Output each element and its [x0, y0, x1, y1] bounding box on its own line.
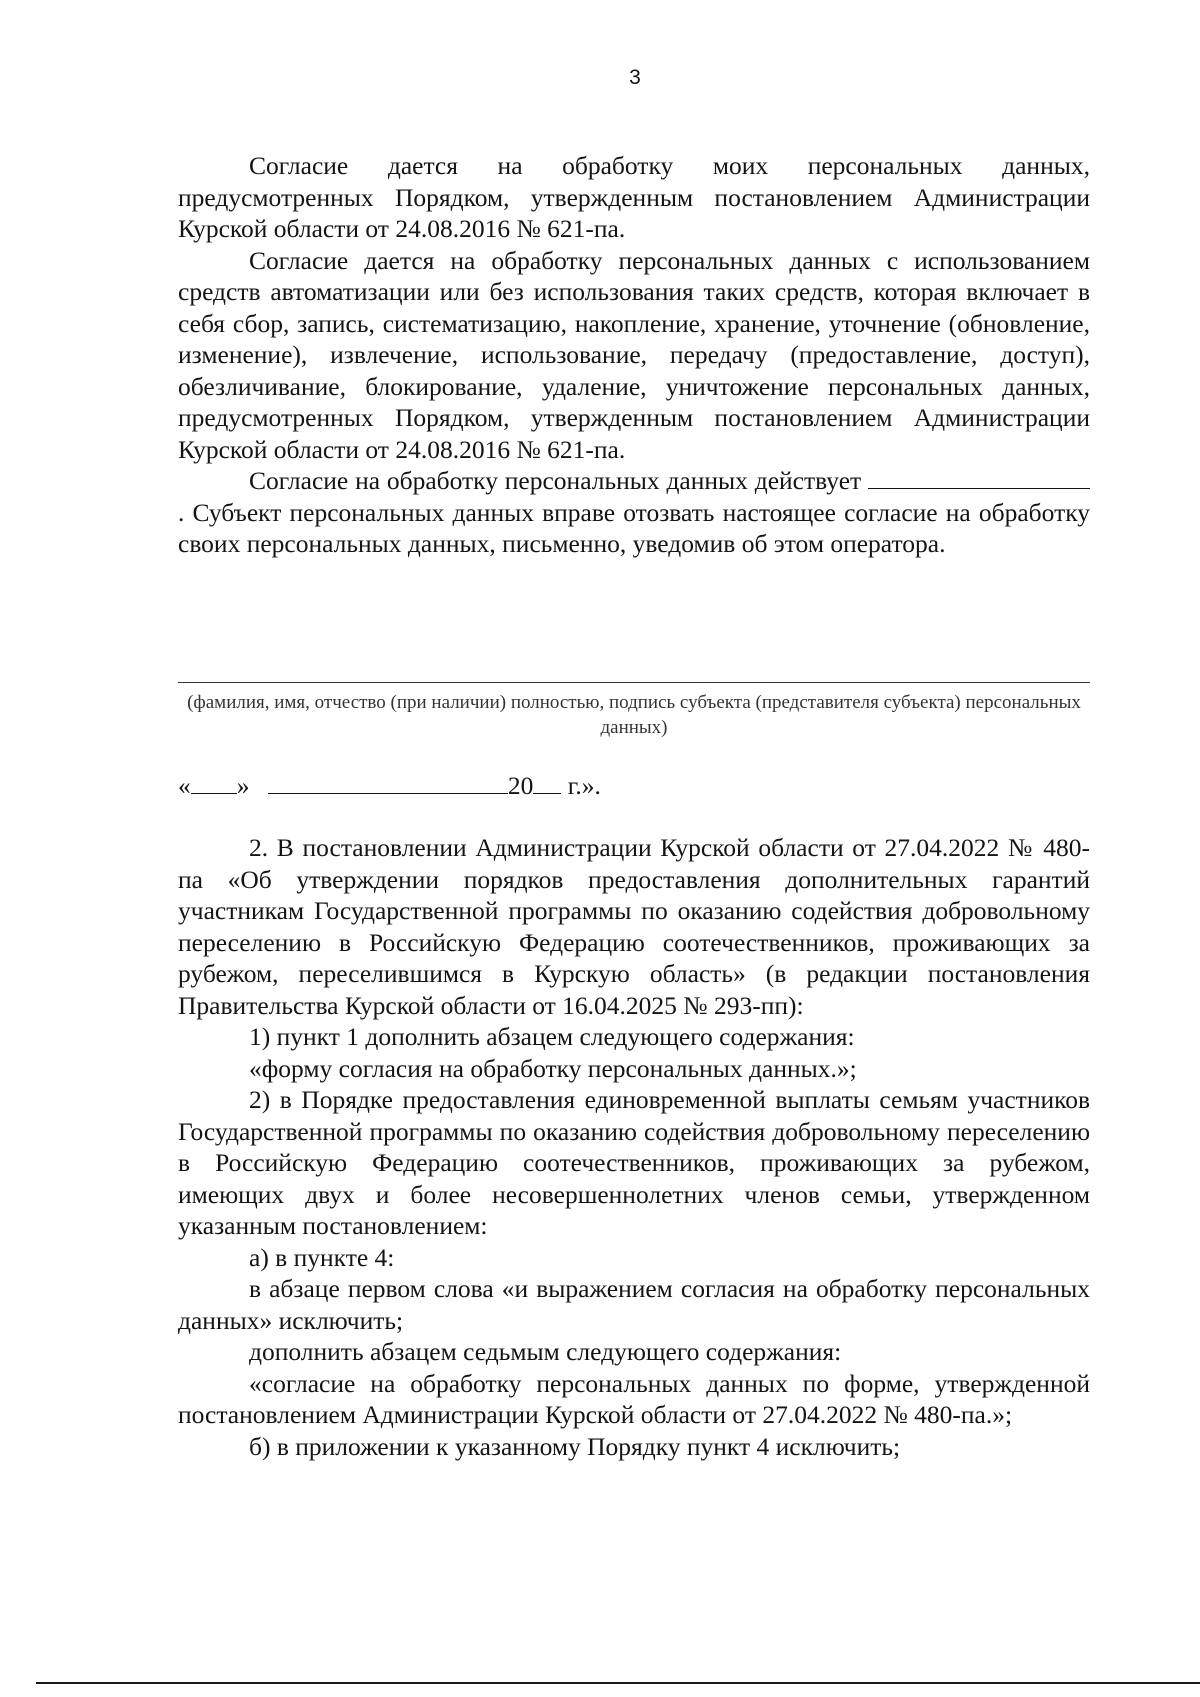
paragraph: 2) в Порядке предоставления единовременной выплаты семьям участников Государственной программы по оказанию содействия добровольному переселению в Российскую Федерацию соотечественников, проживающих за рубежом, имеющих двух и более несовершеннолетних членов семьи, утвержденном указанным постановлением: — [178, 1085, 1090, 1240]
date-close-quote: » — [236, 771, 250, 800]
day-blank — [191, 771, 237, 794]
paragraph: в абзаце первом слова «и выражением согласия на обработку персональных данных» исключить; — [178, 1274, 1090, 1335]
amendments-text-block — [178, 832, 1090, 1462]
year-prefix: 20 — [507, 771, 534, 800]
validity-period-blank — [868, 466, 1090, 489]
signature-line — [178, 682, 1090, 683]
paragraph: «согласие на обработку персональных данных по форме, утвержденной постановлением Администрации Курской области от 27.04.2022 № 480-па.»; — [178, 1368, 1090, 1429]
paragraph: дополнить абзацем седьмым следующего содержания: — [249, 1337, 842, 1366]
consent-text-block — [178, 150, 1090, 560]
paragraph: «форму согласия на обработку персональных данных.»; — [249, 1053, 857, 1083]
paragraph: Согласие дается на обработку персональных данных с использованием средств автоматизации или без использования таких средств, которая включает в себя сбор, запись, систематизацию, накопление, хранение, уточнение (обновление, изменение), извлечение, использование, передачу (предоставление, доступ), обезличивание, блокирование, удаление, уничтожение персональных данных, предусмотренных Порядком, утвержденным постановлением Администрации Курской области от 24.08.2016 № 621-па. — [178, 245, 1090, 464]
page-number: 3 — [629, 66, 641, 89]
paragraph: б) в приложении к указанному Порядку пункт 4 исключить; — [249, 1431, 901, 1461]
date-open-quote: « — [178, 771, 191, 800]
scan-bottom-edge — [36, 1682, 1200, 1684]
paragraph: а) в пункте 4: — [249, 1242, 395, 1272]
year-blank — [533, 771, 561, 794]
paragraph: 1) пункт 1 дополнить абзацем следующего содержания: — [249, 1022, 855, 1051]
month-blank — [268, 771, 508, 794]
year-suffix: г.». — [567, 771, 601, 800]
paragraph-text: . Субъект персональных данных вправе отозвать настоящее согласие на обработку своих персональных данных, письменно, уведомив об этом оператора. — [178, 497, 1090, 558]
paragraph-text: Согласие на обработку персональных данных действует — [249, 466, 862, 495]
paragraph: Согласие дается на обработку моих персональных данных, предусмотренных Порядком, утвержденным постановлением Администрации Курской области от 24.08.2016 № 621-па. — [178, 151, 1090, 243]
signature-caption: (фамилия, имя, отчество (при наличии) полностью, подпись субъекта (представителя субъекта) персональных данных) — [187, 692, 1081, 738]
paragraph: 2. В постановлении Администрации Курской области от 27.04.2022 № 480-па «Об утверждении порядков предоставления дополнительных гарантий участникам Государственной программы по оказанию содействия добровольному переселению в Российскую Федерацию соотечественников, проживающих за рубежом, переселившимся в Курскую область» (в редакции постановления Правительства Курской области от 16.04.2025 № 293-пп): — [178, 833, 1090, 1020]
date-line — [178, 770, 601, 802]
paragraph — [178, 465, 1090, 560]
